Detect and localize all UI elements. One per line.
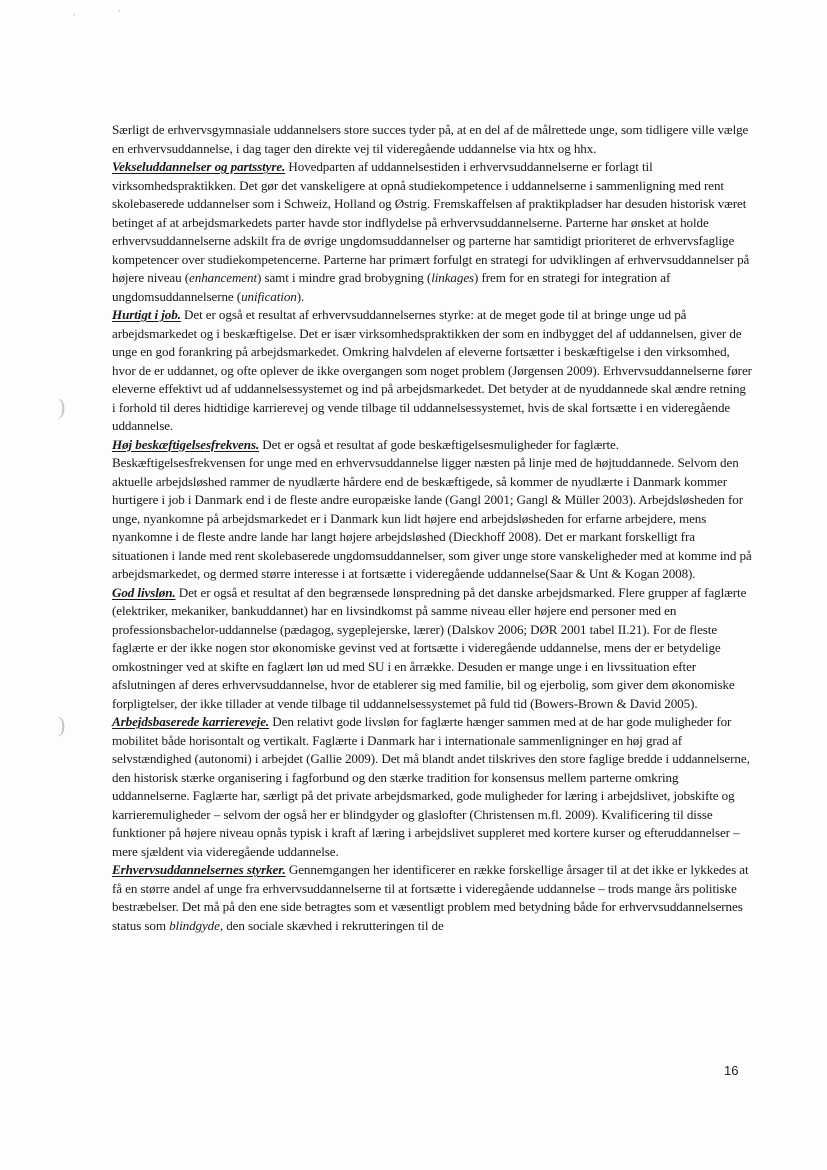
section-heading: Hurtigt i job.: [112, 307, 181, 322]
scan-speck: ·: [72, 7, 77, 22]
section-text: Gennemgangen her identificerer en række forskellige årsager til at det ikke er lykkedes at få en større andel af unge fra erhvervsuddannelserne til at fortsætte i videregående uddannelse – trods mange års politiske bestræbelser. Det må på den ene side betragtes som et væsentligt problem med betydning både for erhvervsuddannelsernes status som: [112, 862, 749, 933]
section-hurtigt-i-job: [112, 306, 752, 436]
section-vekseluddannelser: [112, 158, 752, 306]
term-unification: unification: [241, 288, 297, 304]
section-erhvervsuddannelsernes-styrker: [112, 861, 752, 935]
section-hoej-beskaeftigelse: [112, 436, 752, 584]
section-heading: Erhvervsuddannelsernes styrker.: [112, 862, 286, 877]
term-blindgyde: blindgyde,: [169, 917, 224, 933]
section-heading: God livsløn.: [112, 584, 176, 600]
scan-speck: ·: [117, 3, 122, 18]
binder-hole-mark: ): [58, 712, 66, 737]
section-text: Den relativt gode livsløn for faglærte hænger sammen med at de har gode muligheder for mobilitet både horisontalt og vertikalt. Faglærte i Danmark har i internationale sammenligninger en høj grad af selvstændighed (autonomi) i arbejdet (Gallie 2009). Det må blandt andet tilskrives den store faglige bredde i uddannelserne, den historisk stærke organisering i fagforbund og den stærke tradition for konsensus mellem parterne omkring uddannelserne. Faglærte har, særligt på det private arbejdsmarked, gode muligheder for læring i arbejdslivet, jobskifte og karrieremuligheder – selvom der også her er blindgyder og glaslofter (Christensen m.fl. 2009). Kvalificering til disse funktioner på højere niveau opnås typisk i kraft af læring i arbejdslivet suppleret med kortere kurser og efteruddannelser – mere sjældent via videregående uddannelse.: [112, 714, 750, 859]
section-text: Det er også et resultat af den begrænsede lønspredning på det danske arbejdsmarked. Flere grupper af faglærte (elektriker, mekaniker, bankuddannet) har en livsindkomst på samme niveau eller højere end personer med en professionsbachelor-uddannelse (pædagog, sygeplejerske, lærer) (Dalskov 2006; DØR 2001 tabel II.21). For de fleste faglærte er der ikke nogen stor økonomiske gevinst ved at fortsætte i videregående uddannelse, mens der er betydelige omkostninger ved at skifte en faglært løn ud med SU i en årrække. Desuden er mange unge i en livssituation efter afslutningen af deres erhvervsuddannelse, hvor de etablerer sig med familie, bil og ejerbolig, som giver dem økonomiske forpligtelser, der ikke tillader at vende tilbage til uddannelsessystemet på fuld tid (Bowers-Brown & David 2005).: [112, 584, 747, 711]
section-text: ) samt i mindre grad brobygning (: [257, 270, 432, 285]
section-god-livsloen: [112, 584, 752, 714]
section-text: ).: [296, 288, 305, 304]
section-text: Det er også et resultat af erhvervsuddannelsernes styrke: at de meget gode til at bringe unge ud på arbejdsmarkedet og i beskæftigelse. Det er især virksomhedspraktikken der som en indbygget del af uddannelsen, giver de unge en god forankring på arbejdsmarkedet. Omkring halvdelen af eleverne fortsætter i beskæftigelse i den virksomhed, hvor de er uddannet, og ofte oplever de ikke overgangen som noget problem (Jørgensen 2009). Erhvervsuddannelserne fører eleverne effektivt ud af uddannelsessystemet og ind på arbejdsmarkedet. Det betyder at de nyuddannede skal ændre retning i forhold til deres hidtidige karrierevej og vende tilbage til uddannelsessystemet, hvis de skal fortsætte i en videregående uddannelse.: [112, 307, 752, 433]
document-body: [112, 121, 752, 935]
binder-hole-mark: ): [58, 394, 66, 419]
term-enhancement: enhancement: [189, 270, 258, 285]
section-heading: Arbejdsbaserede karriereveje.: [112, 714, 270, 729]
section-text: Det er også et resultat af gode beskæftigelsesmuligheder for faglærte. Beskæftigelsesfrekvensen for unge med en erhvervsuddannelse ligger næsten på linje med de højtuddannede. Selvom den aktuelle arbejdsløshed rammer de nyudlærte hårdere end de beskæftigede, så kommer de nyudlærte i Danmark kommer hurtigere i job i Danmark end i de fleste andre europæiske lande (Gangl 2001; Gangl & Müller 2003). Arbejdsløsheden for unge, nyankomne på arbejdsmarkedet er i Danmark kun lidt højere end arbejdsløsheden for erfarne arbejdere, mens nyankomne i de fleste andre lande har langt højere arbejdsløshed (Dieckhoff 2008). Det er markant forskelligt fra situationen i lande med rent skolebaserede ungdomsuddannelser, som giver unge store vanskeligheder med at komme ind på arbejdsmarkedet, og dermed større interesse i at fortsætte i videregående uddannelse(Saar & Unt & Kogan 2008).: [112, 436, 752, 581]
section-text: Hovedparten af uddannelsestiden i erhvervsuddannelserne er forlagt til virksomhedspraktikken. Det gør det vanskeligere at opnå studiekompetence i uddannelserne i sammenligning med rent skolebaserede uddannelser som i Schweiz, Holland og Østrig. Fremskaffelsen af praktikpladser har desuden historisk været betinget af at arbejdsmarkedets parter havde stor indflydelse på erhvervsuddannelserne. Parterne har ønsket at holde erhvervsuddannelserne adskilt fra de øvrige ungdomsuddannelser og parterne har samtidigt prioriteret de erhvervsfaglige kompetencer over studiekompetencerne. Parterne har primært forfulgt en strategi for udviklingen af erhvervsuddannelser på højere niveau (: [112, 159, 750, 285]
section-text: den sociale skævhed i rekrutteringen til de: [223, 917, 444, 933]
section-heading: Høj beskæftigelsesfrekvens.: [112, 436, 260, 452]
intro-paragraph: Særligt de erhvervsgymnasiale uddannelsers store succes tyder på, at en del af de målrettede unge, som tidligere ville vælge en erhvervsuddannelse, i dag tager den direkte vej til videregående uddannelse via htx og hhx.: [112, 122, 749, 156]
term-linkages: linkages: [431, 270, 475, 285]
section-text: ) frem for en strategi for integration af ungdomsuddannelserne (: [112, 270, 671, 304]
section-arbejdsbaserede-karriereveje: [112, 713, 752, 861]
page-number: 16: [724, 1063, 739, 1078]
section-heading: Vekseluddannelser og partsstyre.: [112, 159, 286, 174]
